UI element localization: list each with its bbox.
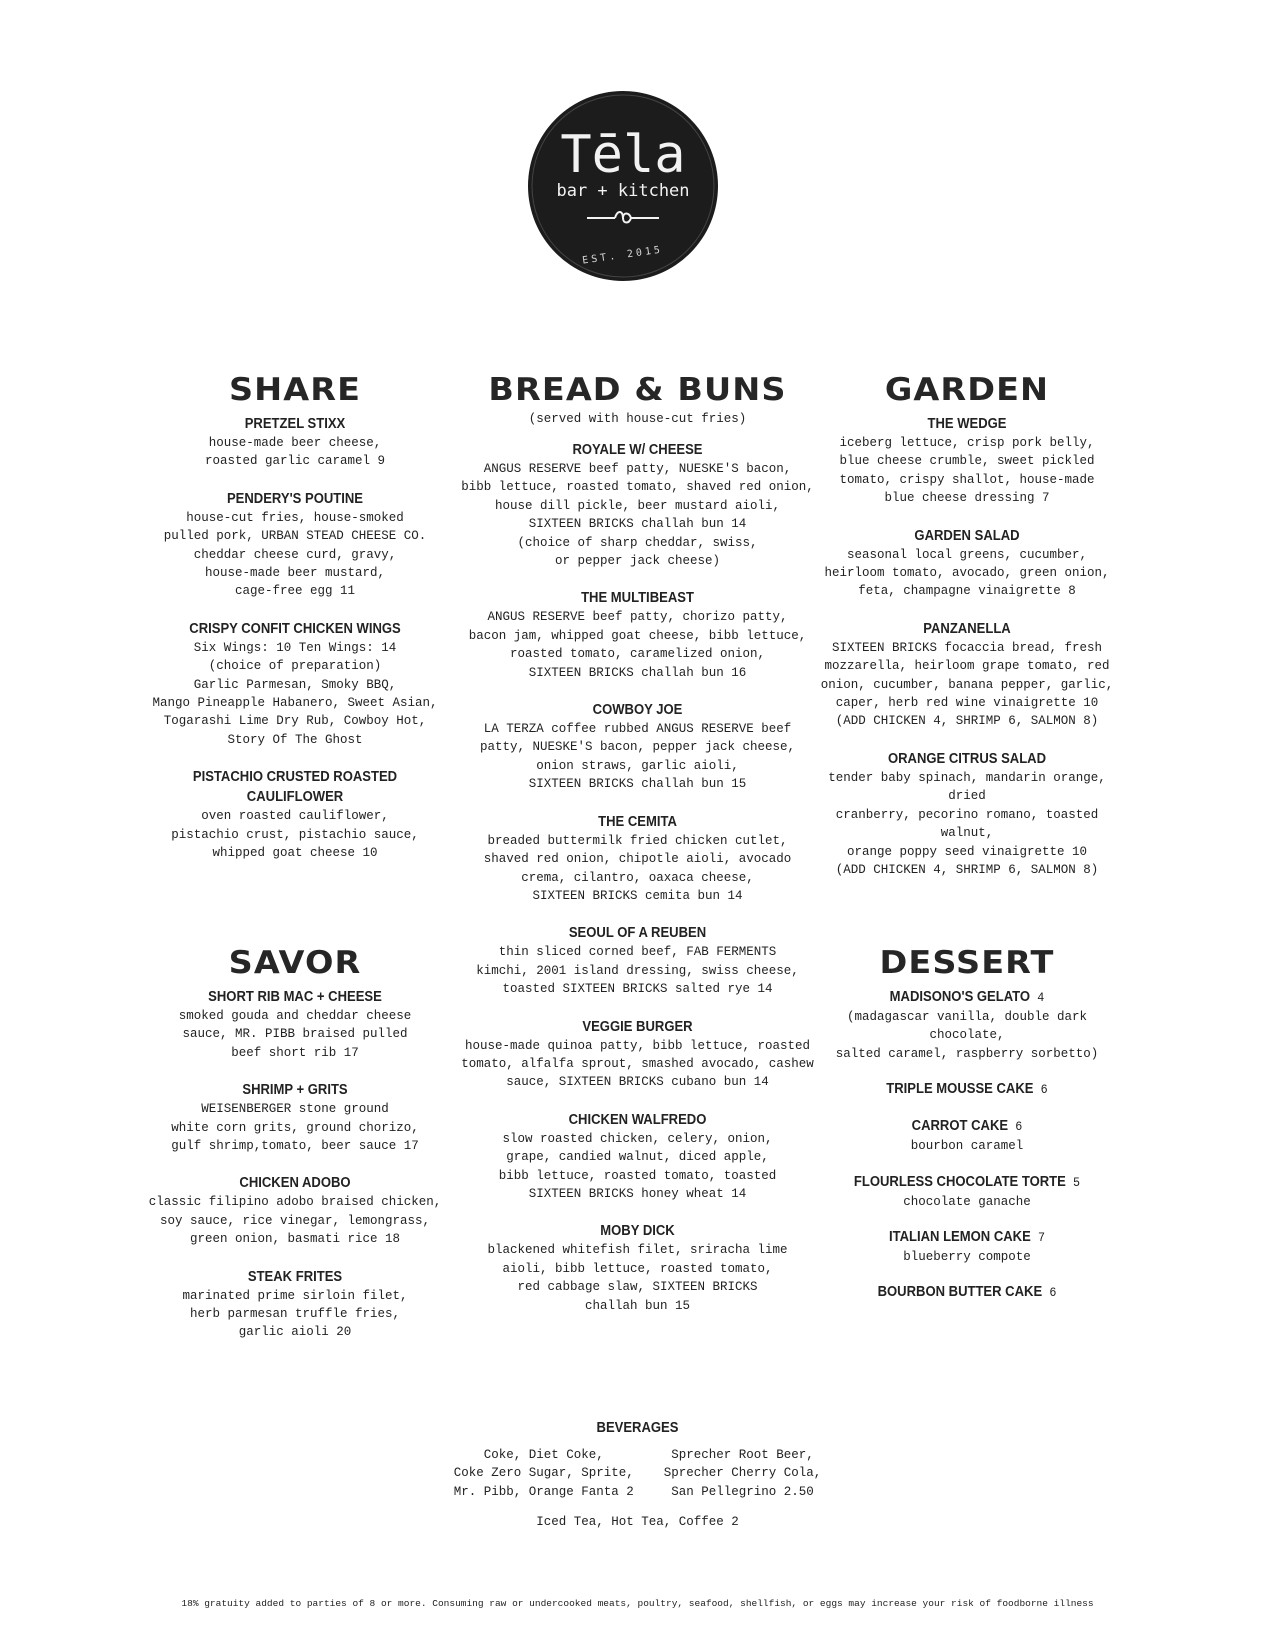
- svg-text:EST. 2015: EST. 2015: [581, 244, 664, 267]
- item-price: 5: [1073, 1174, 1081, 1190]
- menu-item: [812, 1172, 1122, 1211]
- garden-section: [812, 372, 1122, 879]
- item-desc: marinated prime sirloin filet, herb parmesan truffle fries, garlic aioli 20: [182, 1288, 408, 1340]
- menu-item: [145, 1267, 445, 1342]
- item-name: THE MULTIBEAST: [581, 590, 694, 607]
- item-desc: blueberry compote: [903, 1250, 1031, 1265]
- item-desc: thin sliced corned beef, FAB FERMENTS kimchi, 2001 island dressing, swiss cheese, toasted SIXTEEN BRICKS salted rye 14: [476, 945, 799, 997]
- item-desc: tender baby spinach, mandarin orange, dried cranberry, pecorino romano, toasted walnut, orange poppy seed vinaigrette 10 (ADD CHICKEN 4, SHRIMP 6, SALMON 8): [828, 770, 1106, 877]
- menu-item: [812, 749, 1122, 879]
- item-name: PISTACHIO CRUSTED ROASTED CAULIFLOWER: [192, 769, 398, 806]
- item-name: SHORT RIB MAC + CHEESE: [208, 989, 382, 1005]
- menu-item: [145, 987, 445, 1062]
- menu-item: [812, 414, 1122, 508]
- menu-item: [145, 619, 445, 749]
- menu-item: [812, 1116, 1122, 1155]
- item-name: ITALIAN LEMON CAKE 7: [888, 1229, 1046, 1246]
- item-desc: WEISENBERGER stone ground white corn grits, ground chorizo, gulf shrimp,tomato, beer sauce 17: [171, 1102, 419, 1154]
- beverages-col-2: Sprecher Root Beer, Sprecher Cherry Cola, San Pellegrino 2.50: [663, 1448, 822, 1499]
- share-section: [145, 372, 445, 863]
- item-name: PENDERY'S POUTINE: [226, 490, 364, 507]
- section-title: SAVOR: [228, 945, 362, 981]
- item-name: PRETZEL STIXX: [244, 416, 346, 432]
- item-name: STEAK FRITES: [247, 1268, 343, 1285]
- item-name: MOBY DICK: [600, 1223, 675, 1240]
- item-price: 6: [1040, 1082, 1048, 1098]
- item-desc: Six Wings: 10 Ten Wings: 14 (choice of preparation) Garlic Parmesan, Smoky BBQ, Mango Pineapple Habanero, Sweet Asian, Togarashi Lime Dry Rub, Cowboy Hot, Story Of The Ghost: [152, 640, 438, 747]
- menu-item: [812, 526, 1122, 601]
- item-price: 6: [1015, 1119, 1023, 1135]
- section-note: (served with house-cut fries): [528, 412, 747, 426]
- section-title: GARDEN: [884, 372, 1050, 408]
- item-desc: ANGUS RESERVE beef patty, NUESKE'S bacon, bibb lettuce, roasted tomato, shaved red onion, house dill pickle, beer mustard aioli, SIXTEEN BRICKS challah bun 14 (choice of sharp cheddar, swiss, or pepper jack cheese): [461, 462, 814, 569]
- item-price: 7: [1038, 1230, 1046, 1246]
- item-name: CARROT CAKE 6: [911, 1118, 1023, 1135]
- item-desc: breaded buttermilk fried chicken cutlet, shaved red onion, chipotle aioli, avocado crema, cilantro, oaxaca cheese, SIXTEEN BRICKS cemita bun 14: [483, 833, 792, 903]
- item-desc: seasonal local greens, cucumber, heirloom tomato, avocado, green onion, feta, champagne vinaigrette 8: [824, 547, 1110, 599]
- dessert-section: [812, 945, 1122, 1303]
- beverages-hot: Iced Tea, Hot Tea, Coffee 2: [536, 1515, 739, 1530]
- item-desc: bourbon caramel: [910, 1139, 1024, 1154]
- item-desc: SIXTEEN BRICKS focaccia bread, fresh mozzarella, heirloom grape tomato, red onion, cucumber, banana pepper, garlic, caper, herb red wine vinaigrette 10 (ADD CHICKEN 4, SHRIMP 6, SALMON 8): [820, 640, 1114, 729]
- beverages-title: BEVERAGES: [596, 1420, 679, 1436]
- menu-item: [145, 489, 445, 601]
- menu-item: [455, 1017, 820, 1092]
- svg-text:bar + kitchen: bar + kitchen: [556, 181, 690, 201]
- menu-item: [812, 619, 1122, 731]
- item-name: ORANGE CITRUS SALAD: [887, 750, 1047, 767]
- item-name: FLOURLESS CHOCOLATE TORTE 5: [853, 1173, 1081, 1190]
- section-title: BREAD & BUNS: [488, 372, 787, 408]
- item-desc: slow roasted chicken, celery, onion, grape, candied walnut, diced apple, bibb lettuce, roasted tomato, toasted SIXTEEN BRICKS honey wheat 14: [498, 1131, 777, 1201]
- menu-item: [455, 1221, 820, 1315]
- menu-item: [145, 767, 445, 862]
- item-desc: iceberg lettuce, crisp pork belly, blue cheese crumble, sweet pickled tomato, crispy shallot, house-made blue cheese dressing 7: [839, 436, 1095, 506]
- item-desc: ANGUS RESERVE beef patty, chorizo patty, bacon jam, whipped goat cheese, bibb lettuce, roasted tomato, caramelized onion, SIXTEEN BRICKS challah bun 16: [468, 610, 807, 680]
- item-name: ROYALE W/ CHEESE: [572, 442, 703, 458]
- item-name: CRISPY CONFIT CHICKEN WINGS: [189, 620, 401, 637]
- item-name: TRIPLE MOUSSE CAKE 6: [886, 1081, 1048, 1098]
- beverages-section: [400, 1418, 875, 1531]
- item-name: COWBOY JOE: [592, 702, 683, 719]
- svg-text:Tēla: Tēla: [560, 125, 686, 185]
- item-desc: smoked gouda and cheddar cheese sauce, MR. PIBB braised pulled beef short rib 17: [178, 1009, 412, 1060]
- item-desc: chocolate ganache: [903, 1194, 1031, 1209]
- menu-item: [455, 923, 820, 998]
- savor-section: [145, 945, 445, 1342]
- menu-item: [455, 812, 820, 906]
- menu-item: [455, 700, 820, 794]
- item-name: BOURBON BUTTER CAKE 6: [877, 1284, 1057, 1301]
- item-name: SEOUL OF A REUBEN: [568, 925, 707, 942]
- item-desc: blackened whitefish filet, sriracha lime aioli, bibb lettuce, roasted tomato, red cabbage slaw, SIXTEEN BRICKS challah bun 15: [487, 1243, 788, 1313]
- item-price: 6: [1049, 1285, 1057, 1301]
- menu-item: [145, 1173, 445, 1248]
- menu-item: [812, 987, 1122, 1063]
- item-desc: classic filipino adobo braised chicken, soy sauce, rice vinegar, lemongrass, green onion, basmati rice 18: [148, 1195, 442, 1247]
- item-name: CHICKEN WALFREDO: [568, 1111, 707, 1128]
- item-desc: LA TERZA coffee rubbed ANGUS RESERVE beef patty, NUESKE'S bacon, pepper jack cheese, onion straws, garlic aioli, SIXTEEN BRICKS challah bun 15: [479, 722, 796, 792]
- item-desc: house-made beer cheese, roasted garlic caramel 9: [204, 436, 386, 469]
- item-name: THE WEDGE: [927, 416, 1007, 432]
- menu-item: [455, 440, 820, 570]
- menu-item: [812, 1282, 1122, 1303]
- beverages-col-1: Coke, Diet Coke, Coke Zero Sugar, Sprite, Mr. Pibb, Orange Fanta 2: [453, 1448, 634, 1499]
- menu-item: [455, 1110, 820, 1204]
- item-price: 4: [1037, 990, 1045, 1005]
- item-name: CHICKEN ADOBO: [239, 1175, 351, 1192]
- item-desc: house-made quinoa patty, bibb lettuce, roasted tomato, alfalfa sprout, smashed avocado, cashew sauce, SIXTEEN BRICKS cubano bun 14: [461, 1038, 814, 1090]
- item-name: VEGGIE BURGER: [582, 1018, 693, 1035]
- item-desc: (madagascar vanilla, double dark chocolate, salted caramel, raspberry sorbetto): [835, 1010, 1099, 1061]
- menu-item: [812, 1079, 1122, 1100]
- bread-buns-section: [455, 372, 820, 1315]
- item-name: MADISONO'S GELATO 4: [889, 989, 1045, 1005]
- item-name: SHRIMP + GRITS: [242, 1082, 348, 1099]
- item-name: THE CEMITA: [598, 813, 677, 830]
- item-desc: house-cut fries, house-smoked pulled pork, URBAN STEAD CHEESE CO. cheddar cheese curd, gravy, house-made beer mustard, cage-free egg 11: [163, 510, 427, 599]
- item-name: PANZANELLA: [923, 620, 1011, 637]
- menu-item: [145, 414, 445, 471]
- section-title: DESSERT: [879, 945, 1055, 981]
- item-name: GARDEN SALAD: [914, 527, 1020, 544]
- menu-item: [812, 1227, 1122, 1266]
- tela-logo: [527, 90, 719, 282]
- menu-item: [455, 588, 820, 682]
- item-desc: oven roasted cauliflower, pistachio crust, pistachio sauce, whipped goat cheese 10: [171, 809, 419, 861]
- section-title: SHARE: [228, 372, 362, 408]
- menu-item: [145, 1080, 445, 1155]
- footer-disclaimer: 18% gratuity added to parties of 8 or more. Consuming raw or undercooked meats, poultry, seafood, shellfish, or eggs may increase your risk of foodborne illness: [181, 1598, 1094, 1609]
